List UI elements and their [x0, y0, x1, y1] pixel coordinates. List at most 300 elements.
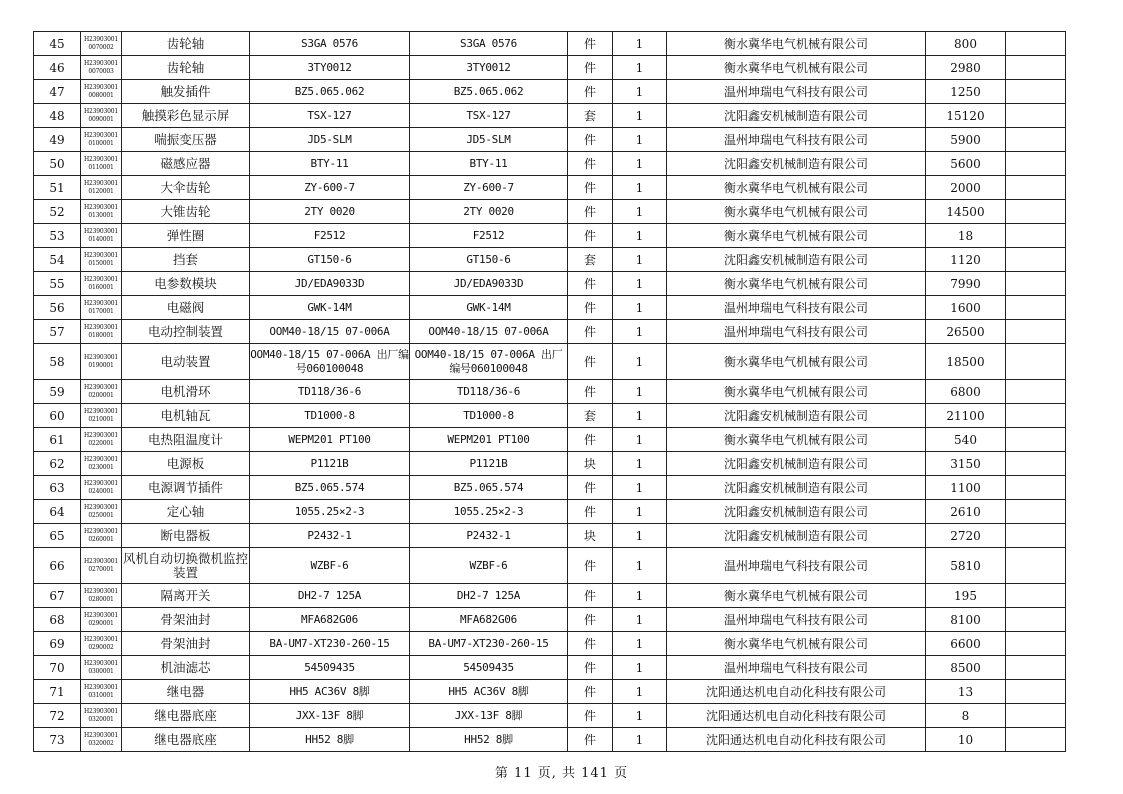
item-price: 13 [926, 680, 1006, 704]
item-name: 骨架油封 [122, 632, 250, 656]
item-price: 1600 [926, 296, 1006, 320]
item-unit: 件 [568, 476, 613, 500]
item-spec: 2TY 0020 [410, 200, 568, 224]
row-number: 67 [34, 584, 81, 608]
item-model: F2512 [250, 224, 410, 248]
item-name: 电机滑环 [122, 380, 250, 404]
item-price: 1120 [926, 248, 1006, 272]
item-model: BA-UM7-XT230-260-15 [250, 632, 410, 656]
item-spec: HH52 8脚 [410, 728, 568, 752]
item-quantity: 1 [613, 80, 667, 104]
item-note [1006, 428, 1066, 452]
item-note [1006, 500, 1066, 524]
supplier-name: 衡水冀华电气机械有限公司 [667, 428, 926, 452]
row-number: 59 [34, 380, 81, 404]
row-number: 68 [34, 608, 81, 632]
item-note [1006, 248, 1066, 272]
item-note [1006, 680, 1066, 704]
table-row [34, 320, 1066, 344]
supplier-name: 沈阳鑫安机械制造有限公司 [667, 452, 926, 476]
item-model: P1121B [250, 452, 410, 476]
supplier-name: 衡水冀华电气机械有限公司 [667, 632, 926, 656]
row-number: 69 [34, 632, 81, 656]
supplier-name: 温州坤瑞电气科技有限公司 [667, 296, 926, 320]
item-quantity: 1 [613, 56, 667, 80]
item-note [1006, 128, 1066, 152]
item-code: H23903001 0200001 [81, 380, 122, 404]
item-code: H23903001 0250001 [81, 500, 122, 524]
item-quantity: 1 [613, 548, 667, 584]
item-price: 14500 [926, 200, 1006, 224]
item-name: 触发插件 [122, 80, 250, 104]
item-spec: MFA682G06 [410, 608, 568, 632]
item-quantity: 1 [613, 380, 667, 404]
table-row [34, 476, 1066, 500]
table-row [34, 452, 1066, 476]
item-code: H23903001 0140001 [81, 224, 122, 248]
table-row [34, 104, 1066, 128]
item-quantity: 1 [613, 200, 667, 224]
item-price: 2610 [926, 500, 1006, 524]
item-model: TSX-127 [250, 104, 410, 128]
table-row [34, 632, 1066, 656]
item-spec: WEPM201 PT100 [410, 428, 568, 452]
row-number: 62 [34, 452, 81, 476]
supplier-name: 温州坤瑞电气科技有限公司 [667, 128, 926, 152]
table-row [34, 500, 1066, 524]
supplier-name: 沈阳鑫安机械制造有限公司 [667, 500, 926, 524]
item-spec: GWK-14M [410, 296, 568, 320]
item-unit: 件 [568, 500, 613, 524]
item-model: 1055.25×2-3 [250, 500, 410, 524]
item-name: 电机轴瓦 [122, 404, 250, 428]
item-model: 2TY 0020 [250, 200, 410, 224]
item-price: 5600 [926, 152, 1006, 176]
item-code: H23903001 0220001 [81, 428, 122, 452]
row-number: 63 [34, 476, 81, 500]
item-price: 26500 [926, 320, 1006, 344]
item-unit: 件 [568, 632, 613, 656]
item-unit: 件 [568, 32, 613, 56]
row-number: 58 [34, 344, 81, 380]
item-note [1006, 200, 1066, 224]
item-unit: 件 [568, 224, 613, 248]
item-code: H23903001 0290002 [81, 632, 122, 656]
row-number: 50 [34, 152, 81, 176]
item-price: 5810 [926, 548, 1006, 584]
page-number-footer: 第 11 页, 共 141 页 [494, 766, 629, 781]
item-name: 电磁阀 [122, 296, 250, 320]
item-unit: 块 [568, 452, 613, 476]
item-note [1006, 80, 1066, 104]
item-spec: 54509435 [410, 656, 568, 680]
item-note [1006, 704, 1066, 728]
table-body [34, 32, 1066, 752]
item-code: H23903001 0070002 [81, 32, 122, 56]
item-model: HH5 AC36V 8脚 [250, 680, 410, 704]
item-price: 540 [926, 428, 1006, 452]
item-model: S3GA 0576 [250, 32, 410, 56]
item-price: 800 [926, 32, 1006, 56]
item-unit: 件 [568, 152, 613, 176]
table-row [34, 296, 1066, 320]
item-price: 1100 [926, 476, 1006, 500]
item-code: H23903001 0210001 [81, 404, 122, 428]
row-number: 71 [34, 680, 81, 704]
item-unit: 件 [568, 548, 613, 584]
item-note [1006, 32, 1066, 56]
item-price: 2000 [926, 176, 1006, 200]
item-note [1006, 104, 1066, 128]
item-name: 风机自动切换微机监控装置 [122, 548, 250, 584]
item-unit: 件 [568, 200, 613, 224]
item-note [1006, 632, 1066, 656]
item-note [1006, 452, 1066, 476]
item-price: 8500 [926, 656, 1006, 680]
item-code: H23903001 0230001 [81, 452, 122, 476]
item-unit: 件 [568, 704, 613, 728]
item-quantity: 1 [613, 152, 667, 176]
supplier-name: 衡水冀华电气机械有限公司 [667, 176, 926, 200]
item-code: H23903001 0120001 [81, 176, 122, 200]
item-quantity: 1 [613, 500, 667, 524]
supplier-name: 温州坤瑞电气科技有限公司 [667, 608, 926, 632]
row-number: 60 [34, 404, 81, 428]
item-name: 继电器底座 [122, 728, 250, 752]
item-code: H23903001 0150001 [81, 248, 122, 272]
item-price: 8100 [926, 608, 1006, 632]
item-name: 断电器板 [122, 524, 250, 548]
item-unit: 件 [568, 176, 613, 200]
table-row [34, 656, 1066, 680]
supplier-name: 沈阳鑫安机械制造有限公司 [667, 404, 926, 428]
item-name: 挡套 [122, 248, 250, 272]
item-price: 8 [926, 704, 1006, 728]
item-unit: 件 [568, 128, 613, 152]
item-price: 195 [926, 584, 1006, 608]
row-number: 73 [34, 728, 81, 752]
item-model: TD1000-8 [250, 404, 410, 428]
item-name: 骨架油封 [122, 608, 250, 632]
row-number: 70 [34, 656, 81, 680]
item-quantity: 1 [613, 320, 667, 344]
item-name: 电动装置 [122, 344, 250, 380]
item-code: H23903001 0160001 [81, 272, 122, 296]
item-code: H23903001 0310001 [81, 680, 122, 704]
item-quantity: 1 [613, 608, 667, 632]
item-price: 18 [926, 224, 1006, 248]
item-unit: 件 [568, 728, 613, 752]
item-price: 18500 [926, 344, 1006, 380]
item-unit: 套 [568, 248, 613, 272]
parts-table [33, 31, 1066, 752]
item-quantity: 1 [613, 524, 667, 548]
item-note [1006, 56, 1066, 80]
item-spec: P1121B [410, 452, 568, 476]
item-name: 定心轴 [122, 500, 250, 524]
item-price: 2980 [926, 56, 1006, 80]
item-quantity: 1 [613, 428, 667, 452]
item-price: 1250 [926, 80, 1006, 104]
item-spec: TD118/36-6 [410, 380, 568, 404]
item-price: 21100 [926, 404, 1006, 428]
supplier-name: 沈阳鑫安机械制造有限公司 [667, 248, 926, 272]
item-price: 15120 [926, 104, 1006, 128]
row-number: 52 [34, 200, 81, 224]
item-unit: 套 [568, 404, 613, 428]
item-unit: 件 [568, 584, 613, 608]
item-price: 6800 [926, 380, 1006, 404]
item-note [1006, 380, 1066, 404]
table-row [34, 32, 1066, 56]
item-quantity: 1 [613, 476, 667, 500]
supplier-name: 衡水冀华电气机械有限公司 [667, 272, 926, 296]
supplier-name: 沈阳鑫安机械制造有限公司 [667, 476, 926, 500]
item-code: H23903001 0130001 [81, 200, 122, 224]
item-name: 电源板 [122, 452, 250, 476]
item-unit: 件 [568, 608, 613, 632]
row-number: 61 [34, 428, 81, 452]
item-note [1006, 224, 1066, 248]
item-quantity: 1 [613, 248, 667, 272]
item-quantity: 1 [613, 272, 667, 296]
item-quantity: 1 [613, 176, 667, 200]
item-spec: 3TY0012 [410, 56, 568, 80]
item-model: OOM40-18/15 07-006A 出厂编号060100048 [250, 344, 410, 380]
table-row [34, 404, 1066, 428]
item-model: GWK-14M [250, 296, 410, 320]
item-name: 电动控制装置 [122, 320, 250, 344]
item-unit: 件 [568, 656, 613, 680]
item-unit: 件 [568, 80, 613, 104]
item-price: 10 [926, 728, 1006, 752]
item-spec: OOM40-18/15 07-006A [410, 320, 568, 344]
item-code: H23903001 0320001 [81, 704, 122, 728]
item-note [1006, 728, 1066, 752]
item-name: 弹性圈 [122, 224, 250, 248]
item-note [1006, 404, 1066, 428]
item-quantity: 1 [613, 680, 667, 704]
item-model: BZ5.065.062 [250, 80, 410, 104]
row-number: 49 [34, 128, 81, 152]
item-unit: 件 [568, 320, 613, 344]
item-name: 触摸彩色显示屏 [122, 104, 250, 128]
item-price: 3150 [926, 452, 1006, 476]
item-name: 喘振变压器 [122, 128, 250, 152]
item-price: 7990 [926, 272, 1006, 296]
item-model: P2432-1 [250, 524, 410, 548]
item-name: 电源调节插件 [122, 476, 250, 500]
item-note [1006, 584, 1066, 608]
item-unit: 块 [568, 524, 613, 548]
supplier-name: 沈阳通达机电自动化科技有限公司 [667, 728, 926, 752]
row-number: 65 [34, 524, 81, 548]
item-spec: WZBF-6 [410, 548, 568, 584]
item-name: 大伞齿轮 [122, 176, 250, 200]
item-model: BZ5.065.574 [250, 476, 410, 500]
table-row [34, 248, 1066, 272]
item-name: 齿轮轴 [122, 32, 250, 56]
item-unit: 件 [568, 380, 613, 404]
item-model: JD/EDA9033D [250, 272, 410, 296]
table-row [34, 380, 1066, 404]
row-number: 66 [34, 548, 81, 584]
item-code: H23903001 0070003 [81, 56, 122, 80]
table-row [34, 224, 1066, 248]
table-row [34, 608, 1066, 632]
item-name: 磁感应器 [122, 152, 250, 176]
item-code: H23903001 0170001 [81, 296, 122, 320]
row-number: 46 [34, 56, 81, 80]
item-quantity: 1 [613, 224, 667, 248]
item-note [1006, 320, 1066, 344]
item-spec: P2432-1 [410, 524, 568, 548]
supplier-name: 沈阳鑫安机械制造有限公司 [667, 152, 926, 176]
item-code: H23903001 0180001 [81, 320, 122, 344]
item-name: 机油滤芯 [122, 656, 250, 680]
item-model: WEPM201 PT100 [250, 428, 410, 452]
supplier-name: 衡水冀华电气机械有限公司 [667, 380, 926, 404]
table-row [34, 200, 1066, 224]
item-price: 2720 [926, 524, 1006, 548]
supplier-name: 温州坤瑞电气科技有限公司 [667, 80, 926, 104]
item-note [1006, 296, 1066, 320]
item-unit: 件 [568, 272, 613, 296]
item-model: GT150-6 [250, 248, 410, 272]
item-note [1006, 524, 1066, 548]
item-price: 6600 [926, 632, 1006, 656]
item-model: BTY-11 [250, 152, 410, 176]
row-number: 55 [34, 272, 81, 296]
item-spec: F2512 [410, 224, 568, 248]
item-note [1006, 344, 1066, 380]
item-note [1006, 656, 1066, 680]
supplier-name: 沈阳鑫安机械制造有限公司 [667, 524, 926, 548]
table-row [34, 548, 1066, 584]
item-note [1006, 476, 1066, 500]
row-number: 72 [34, 704, 81, 728]
item-name: 电参数模块 [122, 272, 250, 296]
item-model: DH2-7 125A [250, 584, 410, 608]
table-row [34, 80, 1066, 104]
item-name: 齿轮轴 [122, 56, 250, 80]
item-quantity: 1 [613, 104, 667, 128]
item-model: OOM40-18/15 07-006A [250, 320, 410, 344]
item-code: H23903001 0080001 [81, 80, 122, 104]
row-number: 51 [34, 176, 81, 200]
row-number: 48 [34, 104, 81, 128]
item-name: 继电器 [122, 680, 250, 704]
item-spec: JD/EDA9033D [410, 272, 568, 296]
item-code: H23903001 0190001 [81, 344, 122, 380]
table-row [34, 152, 1066, 176]
item-code: H23903001 0260001 [81, 524, 122, 548]
supplier-name: 沈阳鑫安机械制造有限公司 [667, 104, 926, 128]
item-model: JXX-13F 8脚 [250, 704, 410, 728]
item-unit: 件 [568, 56, 613, 80]
item-model: WZBF-6 [250, 548, 410, 584]
item-unit: 件 [568, 428, 613, 452]
item-note [1006, 272, 1066, 296]
item-quantity: 1 [613, 632, 667, 656]
item-name: 大锥齿轮 [122, 200, 250, 224]
item-model: MFA682G06 [250, 608, 410, 632]
item-code: H23903001 0270001 [81, 548, 122, 584]
supplier-name: 衡水冀华电气机械有限公司 [667, 200, 926, 224]
item-code: H23903001 0300001 [81, 656, 122, 680]
item-code: H23903001 0100001 [81, 128, 122, 152]
supplier-name: 衡水冀华电气机械有限公司 [667, 32, 926, 56]
supplier-name: 衡水冀华电气机械有限公司 [667, 344, 926, 380]
item-note [1006, 548, 1066, 584]
table-row [34, 584, 1066, 608]
item-note [1006, 176, 1066, 200]
item-quantity: 1 [613, 128, 667, 152]
item-spec: JXX-13F 8脚 [410, 704, 568, 728]
item-name: 继电器底座 [122, 704, 250, 728]
item-note [1006, 608, 1066, 632]
supplier-name: 温州坤瑞电气科技有限公司 [667, 320, 926, 344]
item-code: H23903001 0240001 [81, 476, 122, 500]
item-spec: BZ5.065.574 [410, 476, 568, 500]
table-row [34, 56, 1066, 80]
table-row [34, 680, 1066, 704]
item-model: 3TY0012 [250, 56, 410, 80]
row-number: 47 [34, 80, 81, 104]
row-number: 57 [34, 320, 81, 344]
item-model: 54509435 [250, 656, 410, 680]
table-row [34, 272, 1066, 296]
supplier-name: 衡水冀华电气机械有限公司 [667, 56, 926, 80]
item-spec: ZY-600-7 [410, 176, 568, 200]
item-price: 5900 [926, 128, 1006, 152]
item-quantity: 1 [613, 344, 667, 380]
item-spec: BA-UM7-XT230-260-15 [410, 632, 568, 656]
row-number: 54 [34, 248, 81, 272]
item-spec: DH2-7 125A [410, 584, 568, 608]
table-row [34, 728, 1066, 752]
table-row [34, 344, 1066, 380]
table-row [34, 428, 1066, 452]
row-number: 64 [34, 500, 81, 524]
item-model: ZY-600-7 [250, 176, 410, 200]
item-quantity: 1 [613, 452, 667, 476]
row-number: 45 [34, 32, 81, 56]
item-spec: TSX-127 [410, 104, 568, 128]
item-quantity: 1 [613, 704, 667, 728]
item-spec: TD1000-8 [410, 404, 568, 428]
item-code: H23903001 0280001 [81, 584, 122, 608]
item-spec: 1055.25×2-3 [410, 500, 568, 524]
supplier-name: 温州坤瑞电气科技有限公司 [667, 548, 926, 584]
item-model: JD5-SLM [250, 128, 410, 152]
item-spec: GT150-6 [410, 248, 568, 272]
item-spec: HH5 AC36V 8脚 [410, 680, 568, 704]
item-quantity: 1 [613, 404, 667, 428]
item-model: TD118/36-6 [250, 380, 410, 404]
item-unit: 件 [568, 680, 613, 704]
table-row [34, 524, 1066, 548]
item-quantity: 1 [613, 728, 667, 752]
row-number: 56 [34, 296, 81, 320]
table-row [34, 176, 1066, 200]
item-quantity: 1 [613, 584, 667, 608]
item-unit: 套 [568, 104, 613, 128]
table-row [34, 128, 1066, 152]
item-quantity: 1 [613, 656, 667, 680]
item-code: H23903001 0110001 [81, 152, 122, 176]
item-unit: 件 [568, 344, 613, 380]
